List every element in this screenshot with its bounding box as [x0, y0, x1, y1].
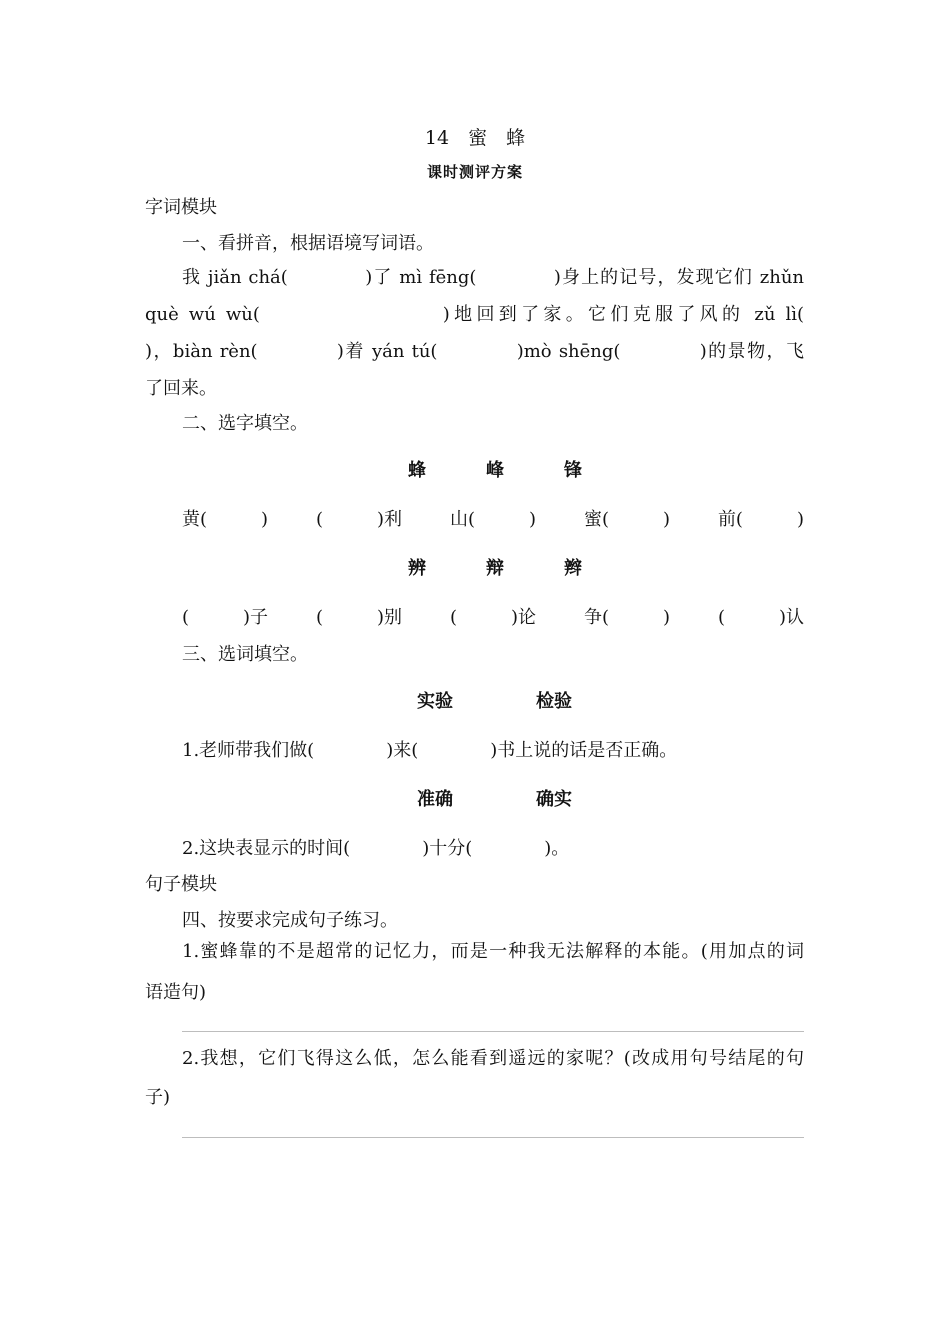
char-choice: 辫 — [564, 558, 582, 579]
char-blanks-2 — [182, 606, 804, 630]
section-heading-words: 字词模块 — [145, 197, 217, 218]
char-choices-2 — [408, 557, 582, 581]
fill-blank[interactable]: ( )认 — [717, 607, 804, 628]
section-heading-sentences: 句子模块 — [145, 874, 217, 895]
word-choice: 检验 — [536, 691, 572, 712]
fill-blank[interactable]: ( )利 — [315, 509, 403, 530]
char-choice: 峰 — [486, 460, 504, 481]
question-4-item-1-line-2: 语造句) — [145, 982, 207, 1003]
question-3-item-1: 1.老师带我们做( )来( )书上说的话是否正确。 — [182, 740, 678, 761]
fill-blank[interactable]: 山( ) — [449, 509, 537, 530]
word-choices-2 — [417, 788, 572, 812]
question-1-heading: 一、看拼音，根据语境写词语。 — [182, 233, 434, 254]
question-1-line-2: què wú wù( )地回到了家。它们克服了风的 zǔ lì( — [145, 304, 804, 325]
page-title: 14 蜜 蜂 — [424, 127, 526, 149]
answer-line[interactable] — [182, 1137, 804, 1138]
question-1-line-3: )，biàn rèn( )着 yán tú( )mò shēng( )的景物，飞 — [145, 341, 804, 362]
fill-blank[interactable]: 前( ) — [717, 509, 804, 530]
char-choice: 辨 — [408, 558, 426, 579]
char-choice: 锋 — [564, 460, 582, 481]
question-4-item-1-line-1: 1.蜜蜂靠的不是超常的记忆力，而是一种我无法解释的本能。(用加点的词 — [182, 941, 804, 962]
char-blanks-1 — [182, 508, 804, 532]
question-3-item-2: 2.这块表显示的时间( )十分( )。 — [182, 838, 570, 859]
fill-blank[interactable]: 蜜( ) — [583, 509, 670, 530]
char-choice: 蜂 — [408, 460, 426, 481]
char-choice: 辩 — [486, 558, 504, 579]
word-choice: 确实 — [536, 789, 572, 810]
char-choices-1 — [408, 459, 582, 483]
question-3-heading: 三、选词填空。 — [182, 644, 308, 665]
question-1-line-4: 了回来。 — [145, 378, 217, 399]
fill-blank[interactable]: 争( ) — [583, 607, 670, 628]
question-4-heading: 四、按要求完成句子练习。 — [182, 910, 398, 931]
question-4-item-2-line-2: 子) — [145, 1087, 171, 1108]
question-2-heading: 二、选字填空。 — [182, 413, 308, 434]
word-choice: 准确 — [417, 789, 453, 810]
question-1-line-1: 我 jiǎn chá( )了 mì fēng( )身上的记号，发现它们 zhǔn — [182, 267, 804, 288]
page-subtitle: 课时测评方案 — [426, 163, 523, 181]
fill-blank[interactable]: 黄( ) — [182, 509, 269, 530]
answer-line[interactable] — [182, 1031, 804, 1032]
word-choice: 实验 — [417, 691, 453, 712]
fill-blank[interactable]: ( )论 — [449, 607, 537, 628]
word-choices-1 — [417, 690, 572, 714]
question-4-item-2-line-1: 2.我想，它们飞得这么低，怎么能看到遥远的家呢？(改成用句号结尾的句 — [182, 1048, 804, 1069]
fill-blank[interactable]: ( )子 — [182, 607, 269, 628]
fill-blank[interactable]: ( )别 — [315, 607, 403, 628]
